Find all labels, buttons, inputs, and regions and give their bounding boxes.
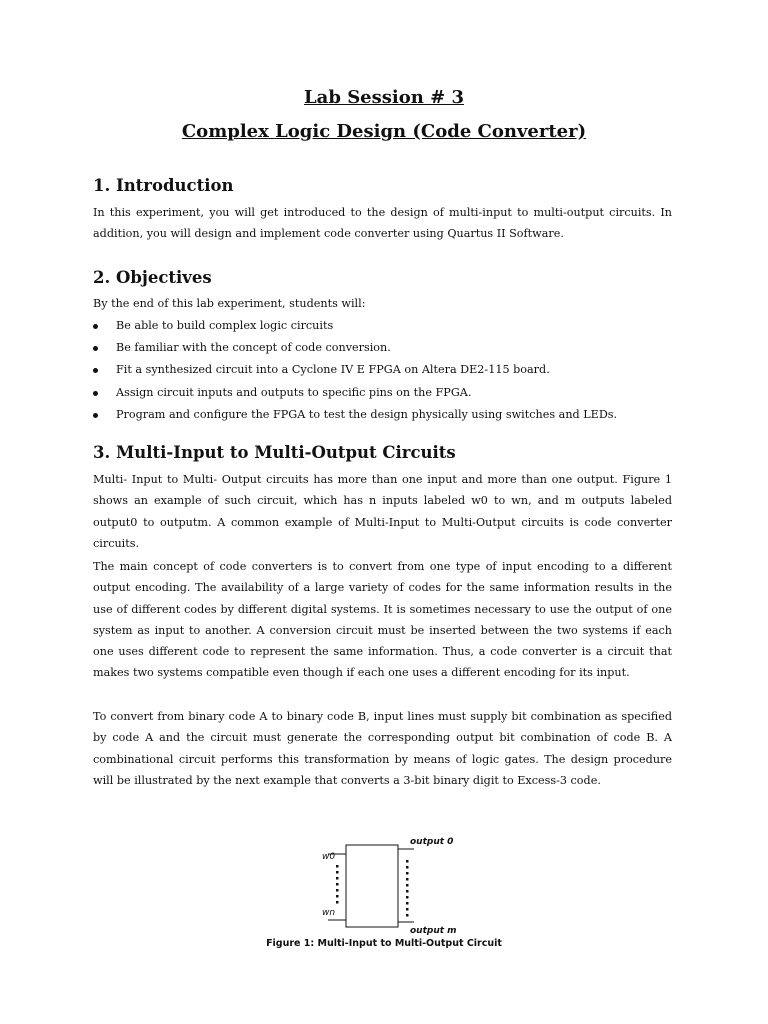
label-w0: w0	[322, 852, 336, 862]
section3-heading: 3. Multi-Input to Multi-Output Circuits	[93, 443, 456, 462]
section3-paragraph-3: To convert from binary code A to binary code B, input lines must supply bit combination as specified by code A and the circuit must generate the corresponding output bit combination of code B. A combinational circuit performs this transformation by means of logic gates. The design procedure will be illustrated by the next example that converts a 3-bit binary digit to Excess-3 code.	[93, 710, 672, 787]
label-wn: wn	[322, 908, 336, 918]
objective-item: Be familiar with the concept of code conversion.	[93, 337, 673, 359]
objectives-list	[93, 315, 673, 426]
section3-paragraph-2: The main concept of code converters is to convert from one type of input encoding to a different output encoding. The availability of a large variety of codes for the same information results in the use of different codes by different digital systems. It is sometimes necessary to use the output of one system as input to another. A conversion circuit must be inserted between the two systems if each one uses different code to represent the same information. Thus, a code converter is a circuit that makes two systems compatible even though if each one uses a different encoding for its input.	[93, 560, 672, 680]
label-output-0: output 0	[410, 837, 454, 847]
section3-paragraph-1: Multi- Input to Multi- Output circuits has more than one input and more than one output. Figure 1 shows an example of such circuit, which has n inputs labeled w0 to wn, and m outputs labeled output0 to outputm. A common example of Multi-Input to Multi-Output circuits is code converter circuits.	[93, 473, 672, 550]
input-dots	[336, 865, 339, 904]
label-output-m: output m	[410, 926, 457, 936]
page-title: Lab Session # 3	[304, 87, 464, 108]
multi-io-circuit-diagram	[318, 830, 478, 940]
objective-item: Be able to build complex logic circuits	[93, 315, 673, 337]
objective-item: Program and configure the FPGA to test the design physically using switches and LEDs.	[93, 404, 673, 426]
intro-paragraph: In this experiment, you will get introduced to the design of multi-input to multi-output circuits. In addition, you will design and implement code converter using Quartus II Software.	[93, 206, 672, 241]
objective-item: Assign circuit inputs and outputs to specific pins on the FPGA.	[93, 382, 673, 404]
page-subtitle: Complex Logic Design (Code Converter)	[181, 121, 587, 142]
output-dots	[406, 860, 409, 917]
circuit-block	[346, 845, 398, 927]
objective-item: Fit a synthesized circuit into a Cyclone IV E FPGA on Altera DE2-115 board.	[93, 359, 673, 381]
figure-caption: Figure 1: Multi-Input to Multi-Output Circuit	[266, 938, 502, 949]
objectives-lead: By the end of this lab experiment, students will:	[93, 297, 366, 310]
intro-heading: 1. Introduction	[93, 176, 234, 195]
objectives-heading: 2. Objectives	[93, 268, 212, 287]
